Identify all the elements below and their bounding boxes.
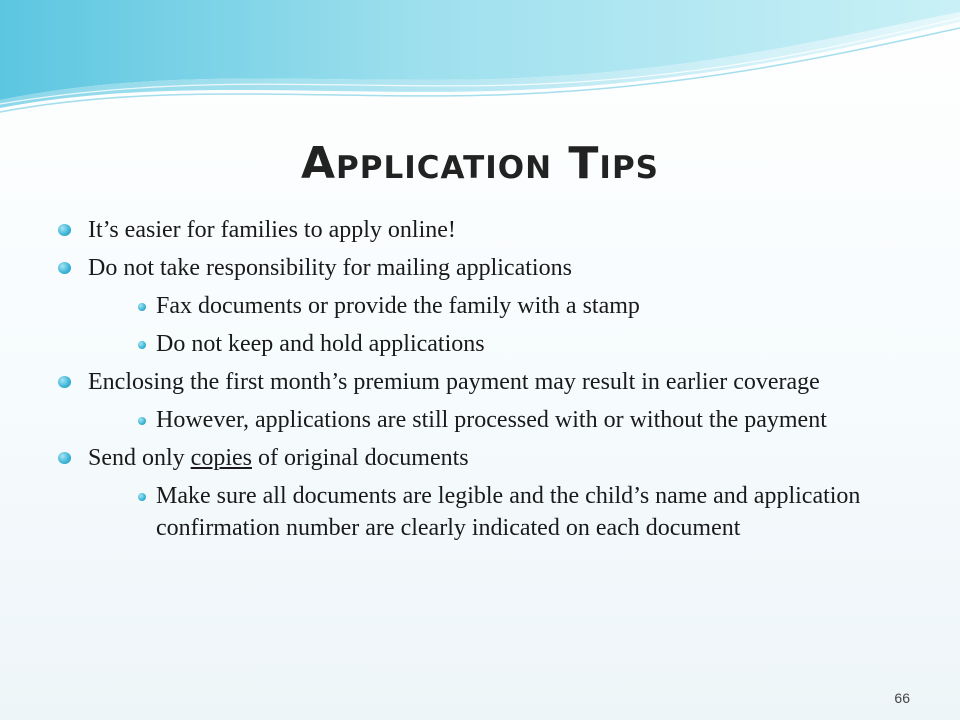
sub-bullet-dot-icon — [138, 303, 146, 311]
bullet-dot-icon — [58, 262, 71, 274]
bullet-dot-icon — [58, 452, 71, 464]
sub-bullet-item — [138, 404, 906, 436]
bullet-item — [56, 252, 906, 360]
sub-bullet-item — [138, 480, 906, 544]
bullet-text: It’s easier for families to apply online! — [88, 217, 456, 243]
bullet-text-before: Send only — [88, 445, 191, 471]
sub-bullet-dot-icon — [138, 341, 146, 349]
bullet-item — [56, 214, 906, 246]
bullet-dot-icon — [58, 224, 71, 236]
bullet-dot-icon — [58, 376, 71, 388]
bullet-text-underlined: copies — [190, 445, 252, 471]
sub-bullet-text: However, applications are still processed with or without the payment — [156, 407, 827, 433]
sub-bullet-item — [138, 328, 906, 360]
bullet-text: Do not take responsibility for mailing applications — [88, 255, 572, 281]
bullet-list — [56, 214, 906, 550]
wave-header-decoration — [0, 0, 960, 120]
bullet-text-after: of original documents — [251, 445, 469, 471]
sub-bullet-dot-icon — [138, 493, 146, 501]
sub-bullet-text: Do not keep and hold applications — [156, 331, 485, 357]
bullet-text: Enclosing the first month’s premium payment may result in earlier coverage — [88, 369, 820, 395]
sub-bullet-text: Fax documents or provide the family with a stamp — [156, 293, 640, 319]
sub-bullet-dot-icon — [138, 417, 146, 425]
sub-bullet-item — [138, 290, 906, 322]
slide-title: Application Tips — [300, 138, 659, 189]
bullet-item — [56, 442, 906, 544]
page-number: 66 — [894, 690, 910, 706]
sub-bullet-text: Make sure all documents are legible and the child’s name and application confirmation number are clearly indicated on each document — [156, 483, 861, 541]
bullet-item — [56, 366, 906, 436]
